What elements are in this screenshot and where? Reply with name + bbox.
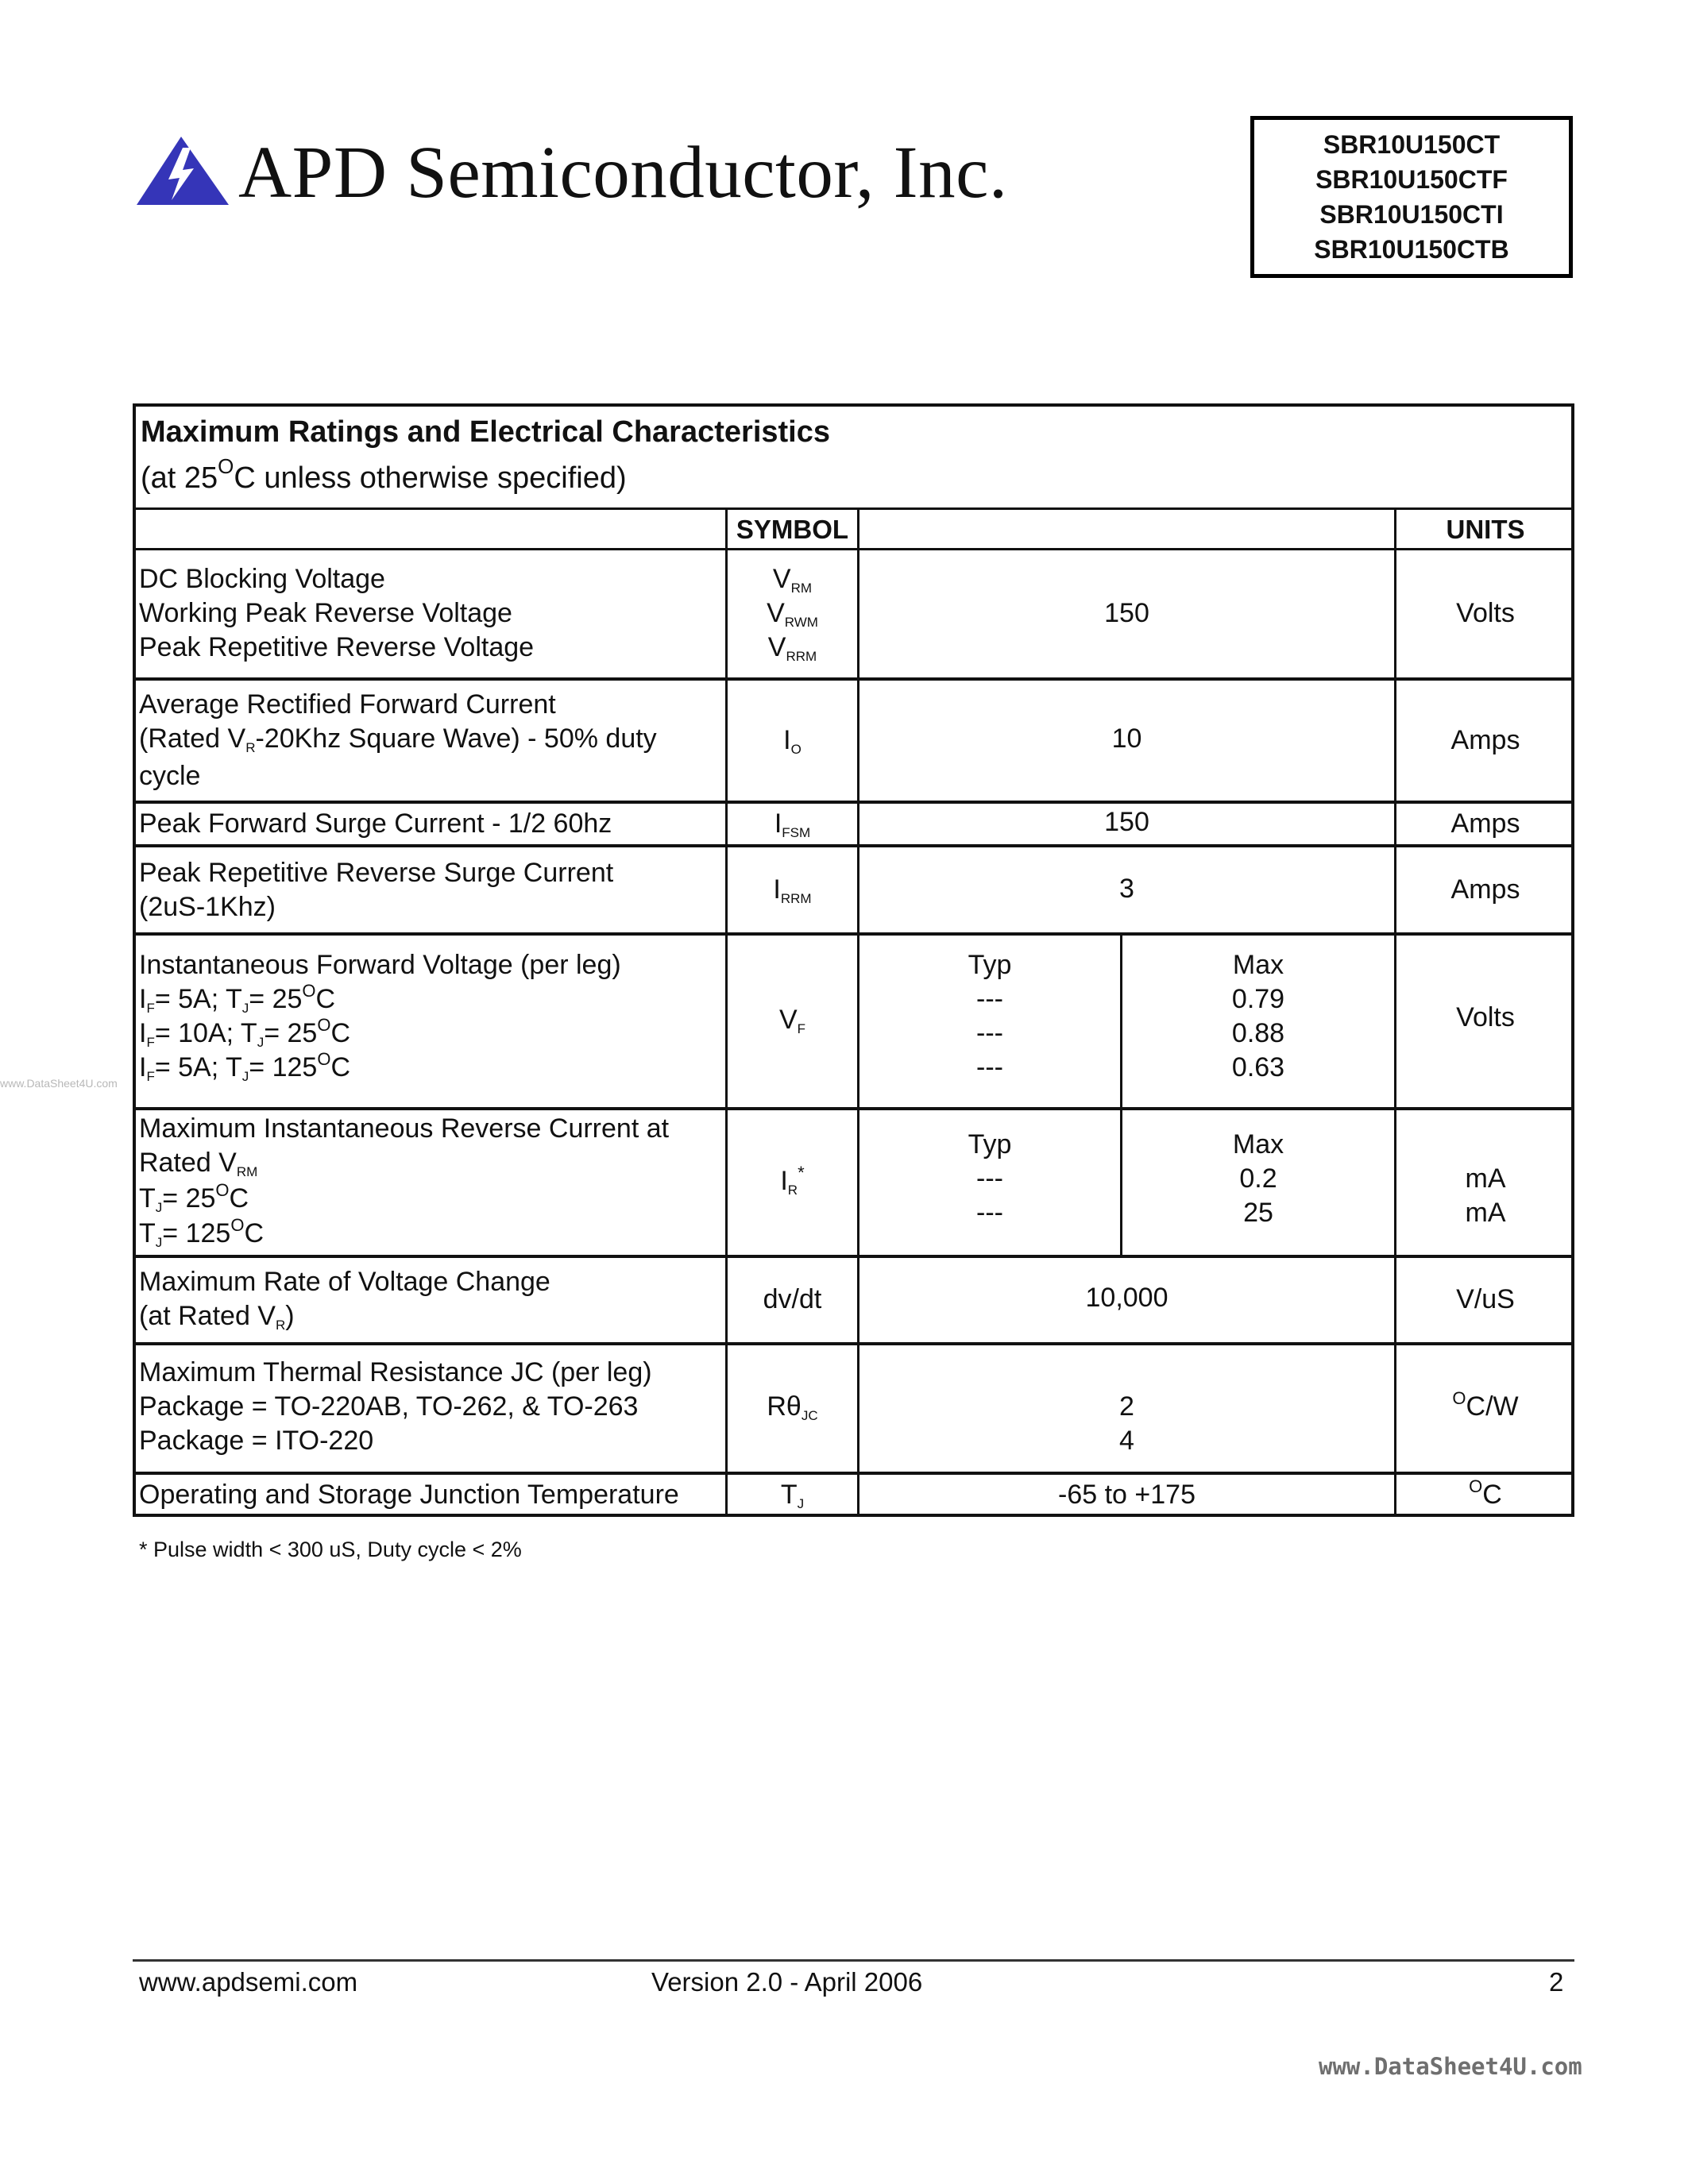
value-cell: 4 [1119,1426,1134,1456]
condition-label: $T_J= 25^OC$ [139,1180,249,1215]
value-cell: -65 to +175 [1058,1480,1196,1510]
side-watermark: www.DataSheet4U.com [0,1077,118,1090]
units-header: UNITS [1446,515,1525,544]
param-label: Package = TO-220AB, TO-262, & TO-263 [139,1391,639,1422]
footer-divider [133,1959,1574,1962]
footnote: * Pulse width < 300 uS, Duty cycle < 2% [139,1538,522,1561]
symbol-cell: $T_J$ [780,1480,805,1511]
typ-value: --- [976,1052,1003,1082]
part-number: SBR10U150CTF [1315,165,1508,194]
max-value: 0.79 [1231,984,1285,1014]
symbol-cell: $V_F$ [778,1005,806,1036]
table-subtitle: (at $25^OC$ unless otherwise specified) [141,454,627,495]
param-label: Rated $V_{RM}$ [139,1148,258,1179]
row-divider [133,844,1574,847]
typ-header: Typ [968,1129,1012,1160]
param-label: Peak Repetitive Reverse Voltage [139,632,535,662]
unit-cell: $^O$C/W [1452,1388,1519,1422]
param-label: Maximum Rate of Voltage Change [139,1267,550,1297]
condition-label: $I_F= 5A$; $T_J= 25^OC$ [139,981,336,1016]
param-label: cycle [139,761,201,791]
row-divider [133,932,1574,936]
condition-label: $I_F= 10A$; $T_J= 25^OC$ [139,1015,351,1050]
value-cell: 10,000 [1085,1283,1168,1313]
condition-label: $I_F= 5A$; $T_J= 125^OC$ [139,1049,350,1084]
part-number: SBR10U150CTI [1319,200,1504,229]
row-divider [133,1342,1574,1345]
value-cell: 10 [1111,723,1142,754]
param-label: Peak Repetitive Reverse Surge Current [139,858,614,888]
row-divider [133,801,1574,804]
unit-cell: Amps [1450,874,1520,905]
symbol-cell: $V_{RWM}$ [767,598,818,630]
typ-value: --- [976,984,1003,1014]
value-cell: 3 [1119,874,1134,904]
row-divider [133,1107,1574,1110]
max-value: 0.88 [1231,1018,1285,1048]
unit-cell: $^O$C [1469,1476,1502,1510]
footer-version: Version 2.0 - April 2006 [651,1967,923,1997]
page-number: 2 [1549,1967,1564,1997]
row-divider [133,677,1574,681]
param-label: (at Rated $V_R$) [139,1301,295,1333]
footer-url: www.apdsemi.com [139,1967,358,1997]
unit-cell: mA [1465,1163,1506,1194]
watermark: www.DataSheet4U.com [1319,2053,1582,2080]
param-label: Maximum Thermal Resistance JC (per leg) [139,1357,652,1387]
unit-cell: Volts [1456,598,1515,628]
typ-value: --- [976,1163,1003,1194]
param-label: Average Rectified Forward Current [139,689,556,720]
param-label: Package = ITO-220 [139,1426,374,1456]
value-cell: 150 [1104,598,1149,628]
param-label: (Rated $V_R-20Khz$ Square Wave) - 50% duty [139,723,657,755]
max-header: Max [1232,1129,1284,1160]
typ-value: --- [976,1198,1003,1228]
company-logo-icon [135,135,230,206]
value-cell: 2 [1119,1391,1134,1422]
param-label: Operating and Storage Junction Temperature [139,1480,679,1510]
param-label: Instantaneous Forward Voltage (per leg) [139,950,621,980]
typ-value: --- [976,1018,1003,1048]
row-divider [133,1255,1574,1258]
symbol-cell: $V_{RRM}$ [767,632,817,664]
unit-cell: Volts [1456,1002,1515,1032]
symbol-header: SYMBOL [736,515,849,544]
symbol-cell: $I_{FSM}$ [774,808,811,840]
table-title: Maximum Ratings and Electrical Characteristics [141,415,830,449]
max-value: 0.63 [1231,1052,1285,1082]
symbol-cell: $I_{RRM}$ [773,874,812,906]
symbol-cell: dv/dt [763,1284,822,1314]
typ-header: Typ [968,950,1012,980]
row-divider [133,1472,1574,1475]
param-label: Working Peak Reverse Voltage [139,598,512,628]
param-label: Peak Forward Surge Current - 1/2 60hz [139,808,612,839]
part-number-box [1250,116,1573,278]
part-number: SBR10U150CT [1323,130,1501,159]
ratings-table [133,403,1574,1517]
symbol-cell: $I_O$ [783,725,802,757]
param-label: (2uS-1Khz) [139,892,276,922]
unit-cell: Amps [1450,808,1520,839]
row-divider [133,548,1574,550]
part-number: SBR10U150CTB [1314,235,1509,264]
condition-label: $T_J= 125^OC$ [139,1215,264,1250]
row-divider [133,507,1574,510]
symbol-cell: $I_R^*$ [780,1163,805,1198]
symbol-cell: $V_{RM}$ [772,564,813,596]
value-cell: 150 [1104,807,1149,837]
company-name: APD Semiconductor, Inc. [238,132,1008,214]
unit-cell: Amps [1450,725,1520,755]
param-label: DC Blocking Voltage [139,564,385,594]
max-value: 25 [1243,1198,1273,1228]
unit-cell: V/uS [1456,1284,1515,1314]
symbol-cell: $R\theta_{JC}$ [767,1391,818,1423]
unit-cell: mA [1465,1198,1506,1228]
param-label: Maximum Instantaneous Reverse Current at [139,1113,670,1144]
max-value: 0.2 [1239,1163,1277,1194]
max-header: Max [1232,950,1284,980]
